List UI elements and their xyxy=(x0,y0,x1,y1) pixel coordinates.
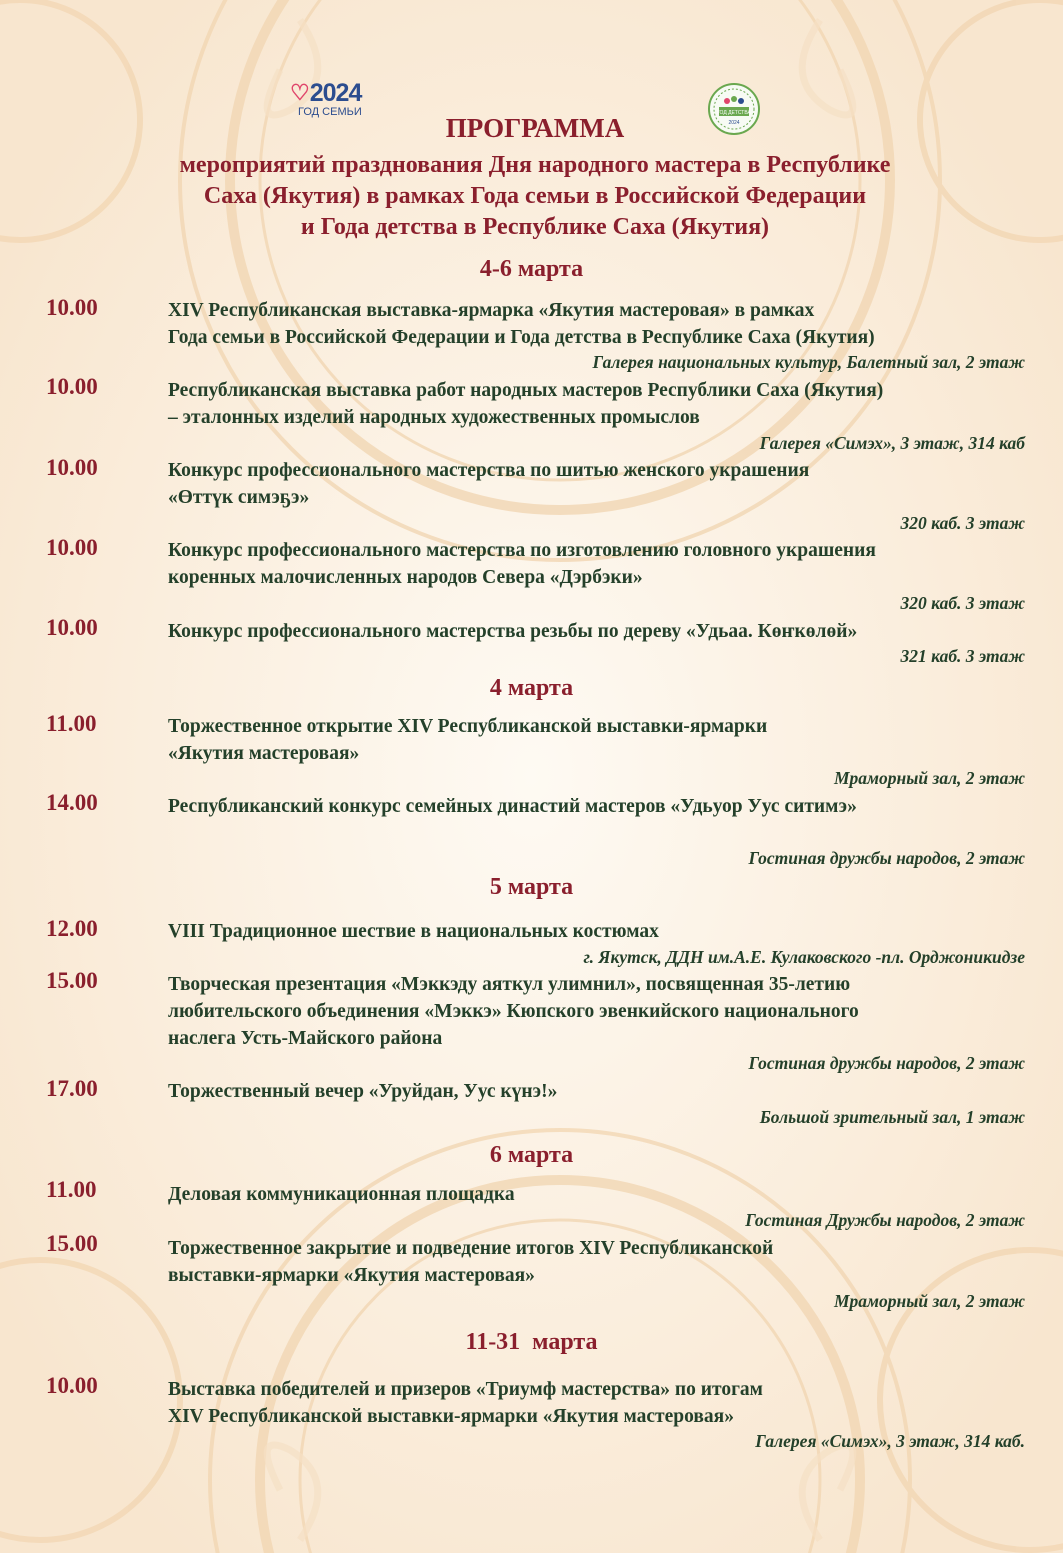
event-time: 10.00 xyxy=(46,455,98,480)
event-title xyxy=(168,1078,1038,1105)
page-subtitle xyxy=(100,150,970,243)
subtitle-line: мероприятий празднования Дня народного мастера в Республике xyxy=(179,152,891,178)
event-location: 321 каб. 3 этаж xyxy=(900,646,1025,666)
event-title-line: Конкурс профессионального мастерства по изготовлению головного украшения xyxy=(168,540,876,561)
section-date: 4 марта xyxy=(489,675,574,701)
event-title xyxy=(168,713,1038,767)
event-time: 11.00 xyxy=(46,1177,97,1202)
subtitle-line: Саха (Якутия) в рамках Года семьи в Российской Федерации xyxy=(203,183,867,209)
event-title xyxy=(168,971,1038,1052)
event-time: 15.00 xyxy=(46,1231,98,1256)
event-title-line: Конкурс профессионального мастерства по шитью женского украшения xyxy=(168,460,810,481)
event-title-line: любительского объединения «Мэккэ» Кюпского эвенкийского национального xyxy=(168,1001,859,1022)
event-time: 17.00 xyxy=(46,1076,98,1101)
event-title-line: Торжественное закрытие и подведение итогов XIV Республиканской xyxy=(168,1238,774,1259)
event-title-line: Республиканская выставка работ народных мастеров Республики Саха (Якутия) xyxy=(168,380,884,401)
event-time: 10.00 xyxy=(46,295,98,320)
event-time: 12.00 xyxy=(46,916,98,941)
event-title xyxy=(168,1376,1038,1430)
event-location: Большой зрительный зал, 1 этаж xyxy=(759,1107,1025,1127)
event-location: Гостиная дружбы народов, 2 этаж xyxy=(748,848,1025,868)
event-title xyxy=(168,618,1038,645)
event-location: Гостиная Дружбы народов, 2 этаж xyxy=(745,1210,1025,1230)
event-location: Гостиная дружбы народов, 2 этаж xyxy=(748,1053,1025,1073)
event-time: 14.00 xyxy=(46,790,98,815)
event-title xyxy=(168,1235,1038,1289)
event-location: Мраморный зал, 2 этаж xyxy=(833,768,1025,788)
event-location: Галерея национальных культур, Балетный зал, 2 этаж xyxy=(592,352,1025,372)
event-title-line: VIII Традиционное шествие в национальных костюмах xyxy=(168,921,659,942)
heart-icon: ♡ xyxy=(290,80,309,105)
page-title: ПРОГРАММА xyxy=(445,113,625,143)
event-time: 10.00 xyxy=(46,615,98,640)
event-title-line: – эталонных изделий народных художественных промыслов xyxy=(168,407,700,428)
section-date: 11-31 марта xyxy=(465,1329,598,1355)
event-title-line: Деловая коммуникационная площадка xyxy=(168,1184,515,1205)
event-title-line: выставки-ярмарки «Якутия мастеровая» xyxy=(168,1265,535,1286)
event-title-line: Конкурс профессионального мастерства резьбы по дереву «Удьаа. Көҥкөлөй» xyxy=(168,621,858,642)
event-title xyxy=(168,457,1038,511)
event-title xyxy=(168,297,1038,351)
section-date: 5 марта xyxy=(489,874,574,900)
year-of-childhood-logo-year: 2024 xyxy=(728,120,740,126)
year-of-family-logo-caption: ГОД СЕМЬИ xyxy=(298,106,362,118)
event-title-line: «Якутия мастеровая» xyxy=(168,743,360,764)
event-location: 320 каб. 3 этаж xyxy=(900,513,1025,533)
event-location: Галерея «Симэх», 3 этаж, 314 каб xyxy=(759,433,1025,453)
section-date: 4-6 марта xyxy=(479,256,584,282)
event-title-line: Творческая презентация «Мэккэду аяткул улимнил», посвященная 35-летию xyxy=(168,974,851,995)
event-title-line: XIV Республиканская выставка-ярмарка «Якутия мастеровая» в рамках xyxy=(168,300,815,321)
event-title-line: «Өттүк симэҕэ» xyxy=(168,487,310,508)
event-title xyxy=(168,1181,1038,1208)
event-location: г. Якутск, ДДН им.А.Е. Кулаковского -пл. Орджоникидзе xyxy=(583,947,1025,967)
event-title-line: Торжественное открытие XIV Республиканской выставки-ярмарки xyxy=(168,716,768,737)
event-title xyxy=(168,918,1038,945)
event-title-line: наслега Усть-Майского района xyxy=(168,1028,443,1049)
event-time: 10.00 xyxy=(46,1373,98,1398)
event-title-line: Республиканский конкурс семейных династий мастеров «Удьуор Уус ситимэ» xyxy=(168,796,857,817)
event-time: 11.00 xyxy=(46,711,97,736)
section-date: 6 марта xyxy=(489,1142,574,1168)
event-title-line: коренных малочисленных народов Севера «Дэрбэки» xyxy=(168,567,643,588)
event-time: 10.00 xyxy=(46,535,98,560)
event-location: 320 каб. 3 этаж xyxy=(900,593,1025,613)
event-time: 10.00 xyxy=(46,374,98,399)
event-title-line: Торжественный вечер «Уруйдан, Уус күнэ!» xyxy=(168,1081,558,1102)
event-time: 15.00 xyxy=(46,968,98,993)
year-of-childhood-logo-caption: ГОД ДЕТСТВА xyxy=(717,110,751,116)
event-title-line: Года семьи в Российской Федерации и Года детства в Республике Саха (Якутия) xyxy=(168,327,875,348)
event-location: Мраморный зал, 2 этаж xyxy=(833,1291,1025,1311)
event-location: Галерея «Симэх», 3 этаж, 314 каб. xyxy=(755,1431,1025,1451)
year-of-family-logo-year: 2024 xyxy=(309,79,362,107)
event-title xyxy=(168,537,1038,591)
subtitle-line: и Года детства в Республике Саха (Якутия) xyxy=(300,214,770,240)
event-title-line: XIV Республиканской выставки-ярмарки «Якутия мастеровая» xyxy=(168,1406,734,1427)
event-title-line: Выставка победителей и призеров «Триумф мастерства» по итогам xyxy=(168,1379,763,1400)
event-title xyxy=(168,793,1038,820)
event-title xyxy=(168,377,1038,431)
